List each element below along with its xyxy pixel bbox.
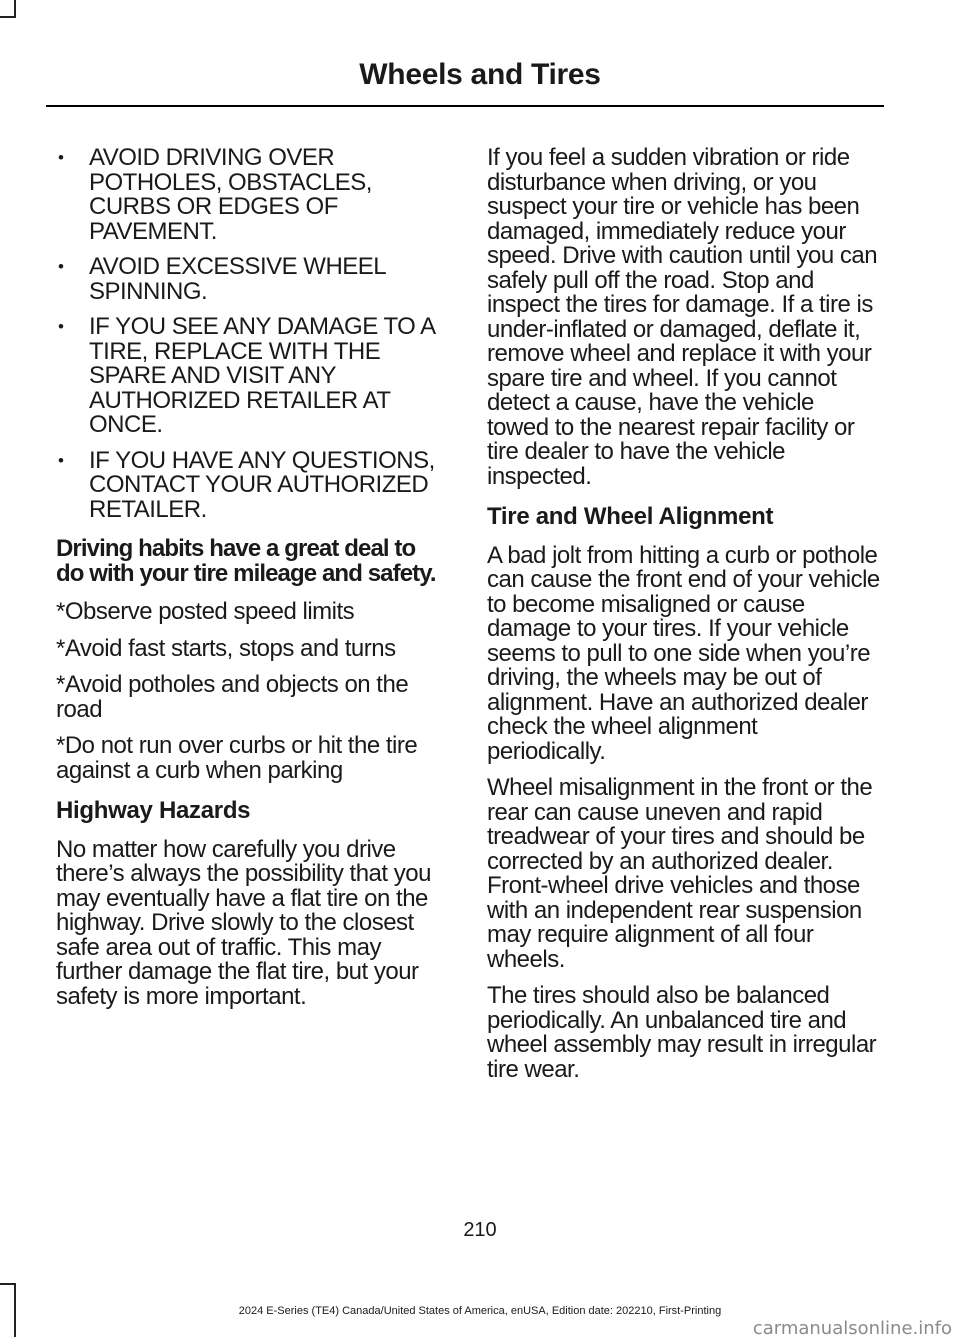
alignment-paragraph-2: Wheel misalignment in the front or the rear can cause uneven and rapid treadwear of your tires and should be corrected by an authorized dealer. Front-wheel drive vehicles and those with an independent rear suspension may require alignment of all four wheels. (487, 774, 873, 973)
warning-bullet-list (56, 146, 448, 522)
tip-item: *Avoid potholes and objects on the road (56, 671, 409, 723)
right-column (487, 146, 881, 1094)
crop-mark-top-left-h (0, 16, 16, 18)
highway-hazards-heading: Highway Hazards (56, 797, 251, 824)
tip-item: *Do not run over curbs or hit the tire against a curb when parking (56, 732, 418, 784)
footer-edition-text: 2024 E-Series (TE4) Canada/United States of America, enUSA, Edition date: 202210, First-Printing (238, 1305, 722, 1317)
left-column (56, 146, 448, 1021)
driving-habits-lead: Driving habits have a great deal to do with your tire mileage and safety. (56, 535, 436, 587)
header-rule (46, 105, 884, 107)
alignment-paragraph-3: The tires should also be balanced periodically. An unbalanced tire and wheel assembly may result in irregular tire wear. (487, 982, 877, 1083)
bullet-item: • IF YOU SEE ANY DAMAGE TO A TIRE, REPLACE WITH THE SPARE AND VISIT ANY AUTHORIZED RETAILER AT ONCE. (56, 315, 448, 438)
bullet-item: • AVOID EXCESSIVE WHEEL SPINNING. (56, 255, 448, 304)
watermark: carmanualsonline.info (752, 1318, 952, 1339)
vibration-text: If you feel a sudden vibration or ride disturbance when driving, or you suspect your tire or vehicle has been damaged, immediately reduce your speed. Drive with caution until you can safely pull off the road. Stop and inspect the tires for damage. If a tire is under-inflated or damaged, deflate it, remove wheel and replace it with your spare tire and wheel. If you cannot detect a cause, have the vehicle towed to the nearest repair facility or tire dealer to have the vehicle inspected. (487, 144, 878, 490)
page-number: 210 (463, 1219, 497, 1241)
alignment-heading: Tire and Wheel Alignment (487, 503, 774, 530)
alignment-paragraph-1: A bad jolt from hitting a curb or pothole can cause the front end of your vehicle to become misaligned or cause damage to your tires. If your vehicle seems to pull to one side when you’re driving, the wheels may be out of alignment. Have an authorized dealer check the wheel alignment periodically. (487, 541, 880, 765)
page-title: Wheels and Tires (359, 58, 601, 91)
bullet-item: • AVOID DRIVING OVER POTHOLES, OBSTACLES, CURBS OR EDGES OF PAVEMENT. (56, 146, 448, 244)
highway-hazards-text: No matter how carefully you drive there’s always the possibility that you may eventually have a flat tire on the highway. Drive slowly to the closest safe area out of traffic. This may further damage the flat tire, but your safety is more important. (56, 835, 431, 1010)
crop-mark-bottom-left-h (0, 1283, 16, 1285)
tip-item: *Avoid fast starts, stops and turns (56, 634, 396, 662)
bullet-item: • IF YOU HAVE ANY QUESTIONS, CONTACT YOUR AUTHORIZED RETAILER. (56, 449, 448, 523)
tip-item: *Observe posted speed limits (56, 598, 355, 625)
